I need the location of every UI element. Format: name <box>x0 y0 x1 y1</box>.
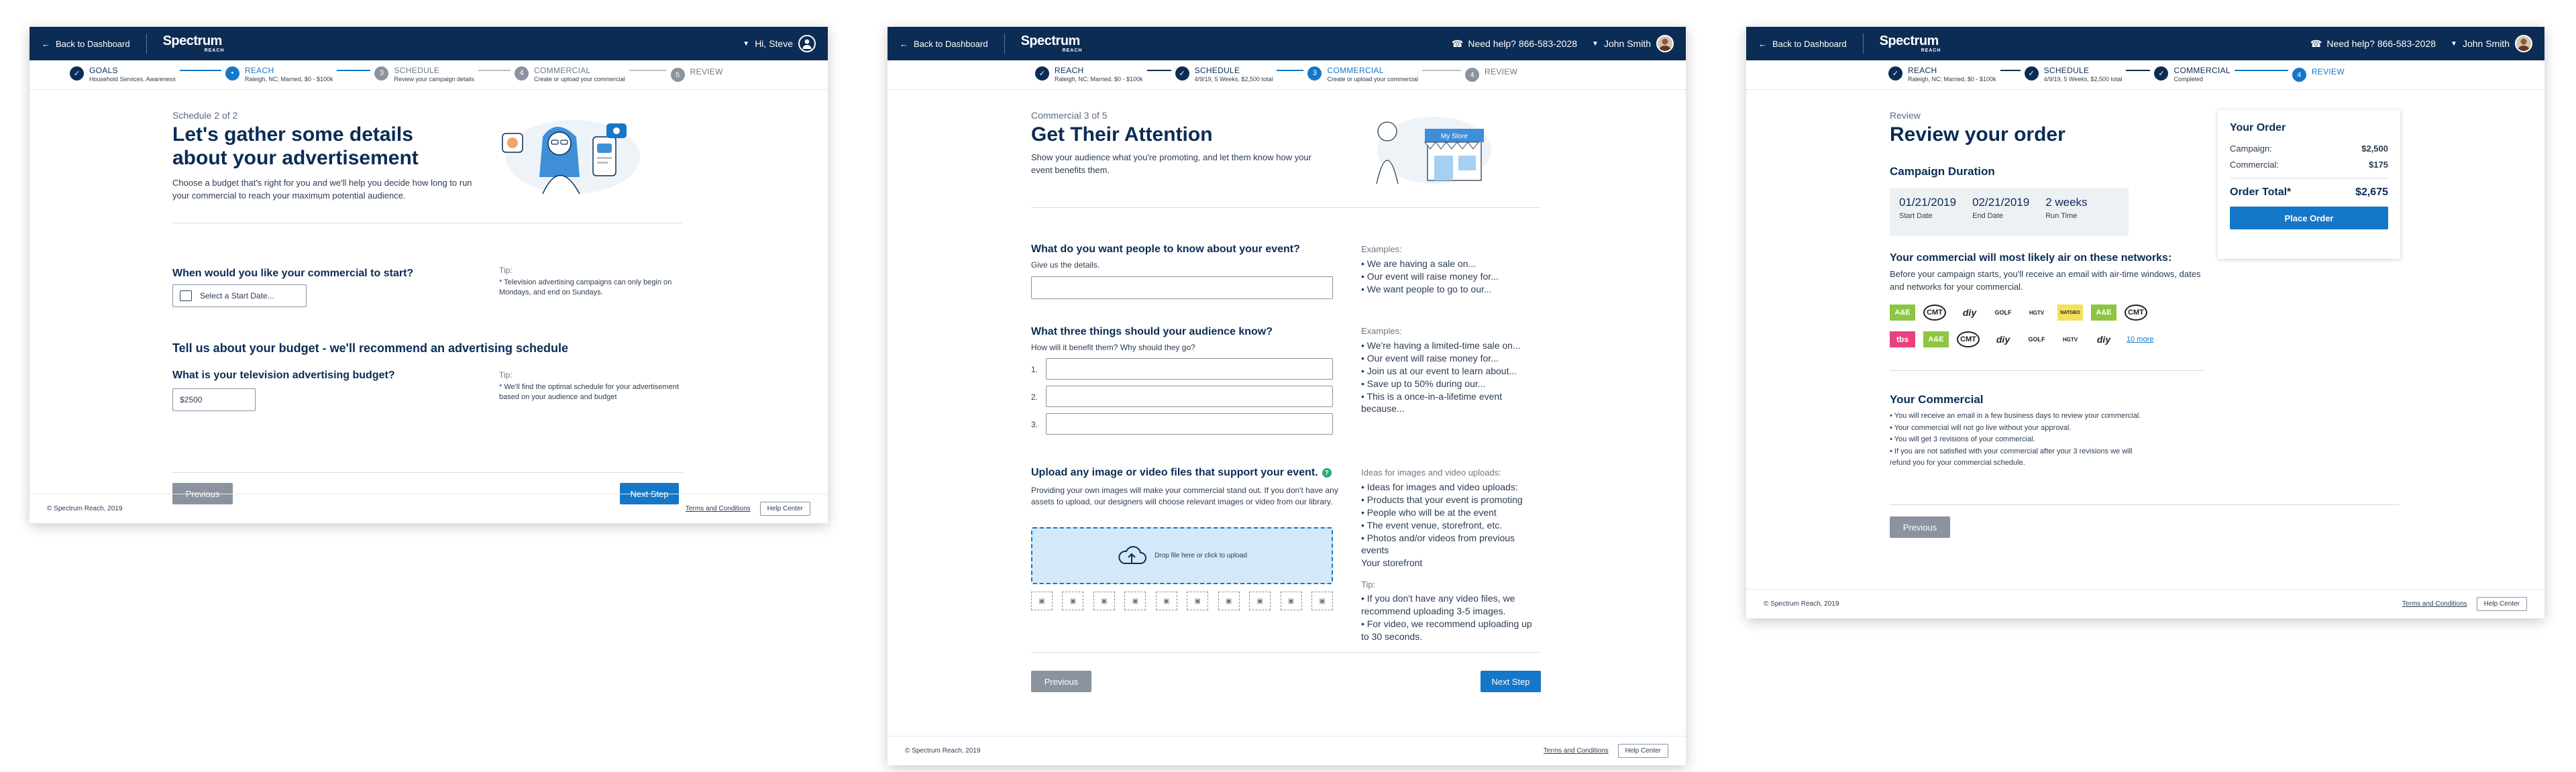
step-goals[interactable]: ✓ GOALS Household Services, Awareness <box>70 66 176 83</box>
chevron-down-icon: ▼ <box>2451 40 2457 48</box>
step-connector <box>337 70 370 71</box>
image-placeholder-icon[interactable]: ▣ <box>1124 592 1146 610</box>
help-phone[interactable]: ☎ Need help? 866-583-2028 <box>2310 38 2436 49</box>
three-things-question: What three things should your audience know? <box>1031 326 1273 337</box>
step-label: Review <box>1890 110 1921 121</box>
next-step-button[interactable]: Next Step <box>620 483 679 504</box>
cloud-upload-icon <box>1117 545 1146 567</box>
end-date-block: 02/21/2019 End Date <box>1972 196 2030 220</box>
check-icon: ✓ <box>2154 66 2168 80</box>
footer: © Spectrum Reach, 2019 Terms and Conditions Help Center <box>888 736 1686 765</box>
campaign-line: Campaign: $2,500 <box>2230 144 2388 154</box>
arrow-left-icon: ← <box>42 38 50 49</box>
header-divider <box>1004 34 1005 54</box>
start-date-question: When would you like your commercial to start? <box>172 268 414 279</box>
step-label: Commercial 3 of 5 <box>1031 110 1108 121</box>
chevron-down-icon: ▼ <box>1592 40 1599 48</box>
page-title: Review your order <box>1890 123 2065 146</box>
user-icon <box>801 38 813 50</box>
step-schedule[interactable]: ✓ SCHEDULE 4/9/19, 5 Weeks, $2,500 total <box>1175 66 1273 83</box>
calendar-icon <box>180 290 192 301</box>
arrow-left-icon: ← <box>1758 38 1767 49</box>
page-title: Let's gather some details about your advertisement <box>172 123 419 169</box>
step-connector <box>1277 70 1303 71</box>
back-to-dashboard-link[interactable]: ← Back to Dashboard <box>900 38 988 49</box>
step-reach[interactable]: ✓ REACH Raleigh, NC; Married, $0 - $100k <box>1888 66 1996 83</box>
image-placeholder-icon[interactable]: ▣ <box>1311 592 1333 610</box>
progress-stepper <box>888 60 1686 90</box>
event-question-sub: Give us the details. <box>1031 260 1100 270</box>
tip-label: Tip: <box>1361 580 1376 590</box>
network-logo-ae: A&E <box>1890 305 1915 321</box>
image-placeholder-icon[interactable]: ▣ <box>1249 592 1271 610</box>
progress-stepper <box>1746 60 2544 90</box>
order-title: Your Order <box>2230 122 2286 133</box>
examples-label: Examples: <box>1361 326 1402 336</box>
run-time-block: 2 weeks Run Time <box>2045 196 2088 220</box>
step-connector <box>2235 70 2288 71</box>
place-order-button[interactable]: Place Order <box>2230 207 2388 229</box>
examples-list: • We are having a sale on... • Our event will raise money for... • We want people to go to our... <box>1361 258 1499 294</box>
upload-question: Upload any image or video files that support your event. ? <box>1031 467 1332 479</box>
budget-input[interactable]: $2500 <box>172 388 256 411</box>
step-connector <box>1422 70 1461 71</box>
network-logo-cmt: CMT <box>2125 305 2147 321</box>
header <box>1746 27 2544 60</box>
user-menu[interactable]: ▼ John Smith <box>2451 35 2532 52</box>
footer: © Spectrum Reach, 2019 Terms and Conditions Help Center <box>1746 589 2544 618</box>
image-placeholder-icon[interactable]: ▣ <box>1218 592 1240 610</box>
network-logo-cmt: CMT <box>1957 331 1980 347</box>
intro-text: Show your audience what you're promoting, and let them know how your event benefits them. <box>1031 152 1311 175</box>
svg-text:My Store: My Store <box>1440 133 1468 140</box>
upload-thumbnails <box>1031 592 1333 610</box>
phone-icon: ☎ <box>2310 38 2322 49</box>
image-placeholder-icon[interactable]: ▣ <box>1093 592 1115 610</box>
three-things-sub: How will it benefit them? Why should they go? <box>1031 343 1195 352</box>
back-to-dashboard-link[interactable]: ← Back to Dashboard <box>1758 38 1847 49</box>
woman-phone-illustration <box>492 110 647 197</box>
image-placeholder-icon[interactable]: ▣ <box>1281 592 1302 610</box>
avatar <box>798 35 816 52</box>
thing-1-input[interactable] <box>1046 358 1333 380</box>
tip-label: Tip: <box>499 266 513 275</box>
header-divider <box>146 34 147 54</box>
thing-3-input[interactable] <box>1046 413 1333 435</box>
divider <box>1890 370 2205 371</box>
check-icon: ✓ <box>1175 66 1189 80</box>
more-networks-link[interactable]: 10 more <box>2127 335 2154 343</box>
spectrum-logo[interactable]: Spectrum REACH <box>162 34 225 53</box>
step-connector <box>2126 70 2150 71</box>
avatar <box>2515 35 2532 52</box>
network-logo-diy: diy <box>2096 334 2111 345</box>
image-placeholder-icon[interactable]: ▣ <box>1062 592 1083 610</box>
check-icon: ✓ <box>1888 66 1902 80</box>
step-connector <box>1147 70 1171 71</box>
order-summary-card <box>2218 110 2400 259</box>
budget-section-title: Tell us about your budget - we'll recommend an advertising schedule <box>172 341 569 355</box>
help-phone[interactable]: ☎ Need help? 866-583-2028 <box>1451 38 1578 49</box>
step-review[interactable]: 4 REVIEW <box>2292 68 2345 82</box>
chevron-down-icon: ▼ <box>743 40 750 48</box>
previous-button[interactable]: Previous <box>1890 516 1950 538</box>
step-commercial[interactable]: ✓ COMMERCIAL Completed <box>2154 66 2230 83</box>
header-right <box>743 35 816 52</box>
next-step-button[interactable]: Next Step <box>1481 671 1541 692</box>
back-to-dashboard-link[interactable]: ← Back to Dashboard <box>42 38 130 49</box>
header <box>888 27 1686 60</box>
step-commercial[interactable]: 4 COMMERCIAL Create or upload your commercial <box>515 66 625 83</box>
step-reach[interactable]: ✓ REACH Raleigh, NC; Married, $0 - $100k <box>1035 66 1143 83</box>
thing-2-input[interactable] <box>1046 386 1333 407</box>
step-connector <box>180 70 221 71</box>
header-right <box>2310 35 2532 52</box>
intro-text: Choose a budget that's right for you and we'll help you decide how long to run your commercial to reach your maximum potential audience. <box>172 178 472 201</box>
footer: © Spectrum Reach, 2019 Terms and Conditions Help Center <box>30 494 828 523</box>
event-question: What do you want people to know about your event? <box>1031 243 1300 255</box>
network-logo-ae: A&E <box>2091 305 2116 321</box>
check-icon: ✓ <box>1035 66 1049 80</box>
event-details-input[interactable] <box>1031 276 1333 299</box>
check-icon: • <box>225 66 239 80</box>
item-number: 1. <box>1031 365 1038 374</box>
start-date-input[interactable]: Select a Start Date... <box>172 284 307 307</box>
examples-list: • We're having a limited-time sale on... • Our event will raise money for... • Join us at our event to learn about... • Save up to 50% during our... • This is a once-in-a-lifetime event because... <box>1361 340 1521 415</box>
tip-text: * Television advertising campaigns can only begin on Mondays, and end on Sundays. <box>499 278 672 297</box>
step-commercial[interactable]: 3 COMMERCIAL Create or upload your commercial <box>1307 66 1418 83</box>
campaign-duration-box <box>1890 188 2129 236</box>
divider <box>172 472 682 473</box>
spectrum-logo[interactable]: Spectrum REACH <box>1020 34 1083 53</box>
page-title: Get Their Attention <box>1031 123 1213 146</box>
help-center-button[interactable]: Help Center <box>1618 744 1668 758</box>
networks-title: Your commercial will most likely air on these networks: <box>1890 252 2172 264</box>
arrow-left-icon: ← <box>900 38 908 49</box>
order-total-line: Order Total* $2,675 <box>2230 186 2388 198</box>
step-connector <box>478 70 511 71</box>
campaign-duration-title: Campaign Duration <box>1890 165 1995 178</box>
help-icon[interactable]: ? <box>1322 468 1332 478</box>
header-right <box>1452 35 1674 52</box>
screen-commercial <box>888 27 1686 765</box>
network-logo-golf: GOLF <box>2028 336 2045 343</box>
previous-button[interactable]: Previous <box>1031 671 1091 692</box>
commercial-info-list: • You will receive an email in a few business days to review your commercial. • Your commercial will not go live without your approval. • You will get 3 revisions of your commercial. • If you are not satisfied with your commercial after your 3 revisions we will refund you for your commercial schedule. <box>1890 412 2141 467</box>
terms-link[interactable]: Terms and Conditions <box>2402 600 2467 608</box>
step-connector <box>629 70 667 71</box>
divider <box>1031 207 1541 208</box>
image-placeholder-icon[interactable]: ▣ <box>1187 592 1208 610</box>
your-commercial-title: Your Commercial <box>1890 393 1984 406</box>
item-number: 3. <box>1031 420 1038 429</box>
network-logo-natgeo: NATGEO <box>2057 305 2083 321</box>
examples-label: Examples: <box>1361 244 1402 254</box>
header <box>30 27 828 60</box>
step-connector <box>2000 70 2021 71</box>
network-logo-tbs: tbs <box>1890 331 1915 347</box>
ideas-label: Ideas for images and video uploads: <box>1361 467 1501 478</box>
commercial-line: Commercial: $175 <box>2230 160 2388 170</box>
step-schedule[interactable]: 3 SCHEDULE Review your campaign details <box>374 66 474 83</box>
terms-link[interactable]: Terms and Conditions <box>1543 747 1609 755</box>
step-reach[interactable]: • REACH Raleigh, NC; Married, $0 - $100k <box>225 66 333 83</box>
user-photo-icon <box>1658 36 1672 51</box>
user-menu[interactable]: ▼ John Smith <box>1592 35 1674 52</box>
screen-review <box>1746 27 2544 618</box>
item-number: 2. <box>1031 392 1038 402</box>
budget-question: What is your television advertising budget? <box>172 370 395 381</box>
tip-list: • If you don't have any video files, we recommend uploading 3-5 images. • For video, we recommend uploading up to 30 seconds. <box>1361 593 1532 642</box>
network-logo-ae: A&E <box>1923 331 1949 347</box>
start-date-block: 01/21/2019 Start Date <box>1899 196 1957 220</box>
previous-button[interactable]: Previous <box>172 483 233 504</box>
tip-text: * We'll find the optimal schedule for your advertisement based on your audience and budget <box>499 383 679 402</box>
network-logo-diy: diy <box>1962 307 1977 318</box>
tip-label: Tip: <box>499 370 513 380</box>
file-dropzone[interactable]: Drop file here or click to upload <box>1031 527 1333 584</box>
network-logo-golf: GOLF <box>1994 309 2012 316</box>
help-center-button[interactable]: Help Center <box>760 502 810 516</box>
header-divider <box>1863 34 1864 54</box>
step-schedule[interactable]: ✓ SCHEDULE 4/9/19, 5 Weeks, $2,500 total <box>2025 66 2123 83</box>
network-logo-cmt: CMT <box>1923 305 1946 321</box>
step-review[interactable]: 4 REVIEW <box>1465 68 1517 82</box>
screen-schedule <box>30 27 828 523</box>
ideas-list: • Ideas for images and video uploads: • Products that your event is promoting • People who will be at the event • The event venue, storefront, etc. • Photos and/or videos from previous events Your storefront <box>1361 482 1523 569</box>
user-photo-icon <box>2516 36 2531 51</box>
progress-stepper <box>30 60 828 90</box>
upload-sub: Providing your own images will make your commercial stand out. If you don't have any assets to upload, our designers will choose relevant images or video from our library. <box>1031 486 1338 506</box>
user-menu[interactable]: ▼ Hi, Steve <box>743 35 816 52</box>
spectrum-logo[interactable]: Spectrum REACH <box>1879 34 1941 53</box>
network-logo-hgtv: HGTV <box>2062 336 2078 343</box>
network-logo-hgtv: HGTV <box>2029 309 2045 316</box>
phone-icon: ☎ <box>1451 38 1464 49</box>
network-logo-diy: diy <box>1996 334 2010 345</box>
check-icon: ✓ <box>2025 66 2039 80</box>
help-center-button[interactable]: Help Center <box>2477 597 2527 611</box>
divider <box>1031 652 1541 653</box>
step-label: Schedule 2 of 2 <box>172 110 238 121</box>
check-icon: ✓ <box>70 66 84 80</box>
divider <box>1890 504 2400 505</box>
image-placeholder-icon[interactable]: ▣ <box>1156 592 1177 610</box>
networks-intro: Before your campaign starts, you'll receive an email with air-time windows, dates and networks for your commercial. <box>1890 269 2201 292</box>
avatar <box>1656 35 1674 52</box>
step-review[interactable]: 5 REVIEW <box>671 68 723 82</box>
terms-link[interactable]: Terms and Conditions <box>685 505 751 512</box>
storefront-illustration <box>1360 103 1491 187</box>
image-placeholder-icon[interactable]: ▣ <box>1031 592 1053 610</box>
